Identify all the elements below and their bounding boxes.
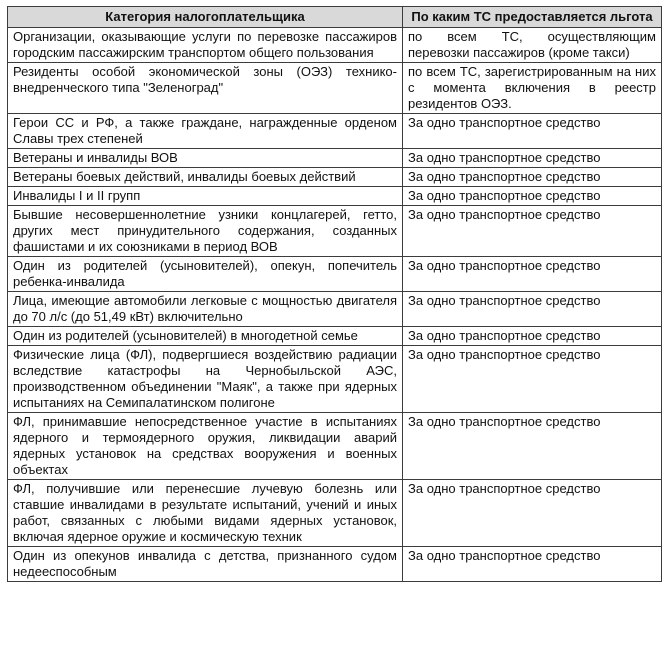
row-vehicles: по всем ТС, зарегистрированным на них с момента включения в реестр резидентов ОЭЗ. xyxy=(403,63,662,114)
row-vehicles: За одно транспортное средство xyxy=(403,187,662,206)
row-category: Резиденты особой экономической зоны (ОЭЗ) технико-внедренческого типа "Зеленоград" xyxy=(8,63,403,114)
row-vehicles: За одно транспортное средство xyxy=(403,413,662,480)
row-category: Ветераны и инвалиды ВОВ xyxy=(8,149,403,168)
table-row xyxy=(8,63,662,114)
tax-benefits-table xyxy=(7,6,662,582)
row-vehicles: За одно транспортное средство xyxy=(403,346,662,413)
table-row xyxy=(8,346,662,413)
table-row xyxy=(8,149,662,168)
row-category: Один из родителей (усыновителей), опекун, попечитель ребенка-инвалида xyxy=(8,257,403,292)
row-vehicles: За одно транспортное средство xyxy=(403,327,662,346)
row-category: Лица, имеющие автомобили легковые с мощностью двигателя до 70 л/с (до 51,49 кВт) включительно xyxy=(8,292,403,327)
row-vehicles: За одно транспортное средство xyxy=(403,547,662,582)
tax-benefits-document xyxy=(7,6,662,582)
row-category: Один из родителей (усыновителей) в многодетной семье xyxy=(8,327,403,346)
row-category: Инвалиды I и II групп xyxy=(8,187,403,206)
row-category: Организации, оказывающие услуги по перевозке пассажиров городским пассажирским транспортом общего пользования xyxy=(8,28,403,63)
row-category: ФЛ, получившие или перенесшие лучевую болезнь или ставшие инвалидами в результате испытаний, учений и иных работ, связанных с любыми видами ядерных установок, включая ядерное оружие и космическую техник xyxy=(8,480,403,547)
header-category: Категория налогоплательщика xyxy=(8,7,403,28)
row-vehicles: За одно транспортное средство xyxy=(403,257,662,292)
row-vehicles: За одно транспортное средство xyxy=(403,292,662,327)
header-vehicles: По каким ТС предоставляется льгота xyxy=(403,7,662,28)
table-row xyxy=(8,168,662,187)
table-row xyxy=(8,547,662,582)
row-category: Герои СС и РФ, а также граждане, награжденные орденом Славы трех степеней xyxy=(8,114,403,149)
table-row xyxy=(8,257,662,292)
row-vehicles: За одно транспортное средство xyxy=(403,206,662,257)
row-vehicles: За одно транспортное средство xyxy=(403,114,662,149)
row-category: Один из опекунов инвалида с детства, признанного судом недееспособным xyxy=(8,547,403,582)
table-row xyxy=(8,206,662,257)
row-category: Ветераны боевых действий, инвалиды боевых действий xyxy=(8,168,403,187)
row-vehicles: За одно транспортное средство xyxy=(403,149,662,168)
table-row xyxy=(8,413,662,480)
table-row xyxy=(8,292,662,327)
table-row xyxy=(8,327,662,346)
table-row xyxy=(8,480,662,547)
table-header-row xyxy=(8,7,662,28)
row-vehicles: За одно транспортное средство xyxy=(403,168,662,187)
table-row xyxy=(8,28,662,63)
row-category: Бывшие несовершеннолетние узники концлагерей, гетто, других мест принудительного содержания, созданных фашистами и их союзниками в период ВОВ xyxy=(8,206,403,257)
row-vehicles: по всем ТС, осуществляющим перевозки пассажиров (кроме такси) xyxy=(403,28,662,63)
row-category: Физические лица (ФЛ), подвергшиеся воздействию радиации вследствие катастрофы на Чернобыльской АЭС, производственном объединении "Маяк", а также при ядерных испытаниях на Семипалатинском полигоне xyxy=(8,346,403,413)
row-vehicles: За одно транспортное средство xyxy=(403,480,662,547)
row-category: ФЛ, принимавшие непосредственное участие в испытаниях ядерного и термоядерного оружия, ликвидации аварий ядерных установок на средствах вооружения и военных объектах xyxy=(8,413,403,480)
table-row xyxy=(8,187,662,206)
table-row xyxy=(8,114,662,149)
